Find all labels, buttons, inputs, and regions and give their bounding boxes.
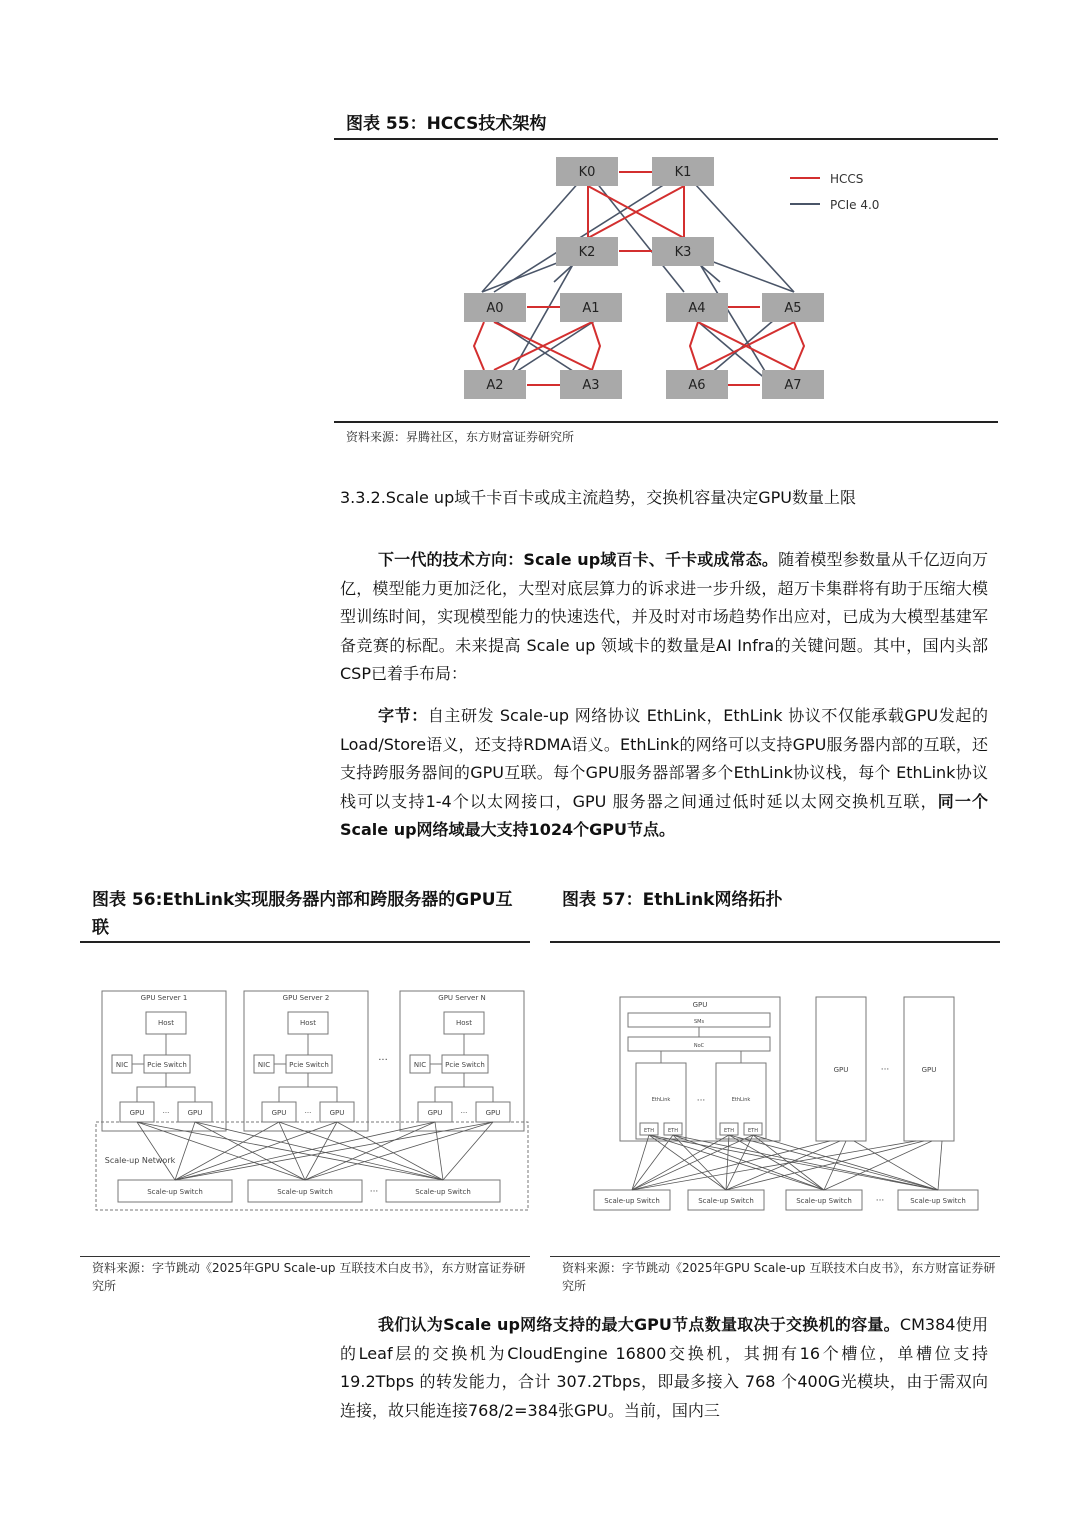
svg-text:···: ··· bbox=[875, 1196, 885, 1206]
svg-text:Pcie Switch: Pcie Switch bbox=[289, 1061, 329, 1069]
svg-text:Scale-up Switch: Scale-up Switch bbox=[415, 1188, 471, 1196]
paragraph-2 bbox=[340, 702, 988, 845]
svg-text:···: ··· bbox=[378, 1055, 388, 1066]
node-a0 bbox=[464, 293, 526, 322]
svg-text:NoC: NoC bbox=[693, 1043, 705, 1049]
server-1-label: GPU Server 1 bbox=[140, 994, 188, 1002]
svg-text:Host: Host bbox=[300, 1019, 316, 1027]
figure-56-source: 资料来源：字节跳动《2025年GPU Scale-up 互联技术白皮书》，东方财富证券研究所 bbox=[92, 1261, 526, 1293]
figure-56-top-rule bbox=[80, 941, 530, 943]
svg-text:K3: K3 bbox=[674, 245, 692, 260]
figure-56-caption: 图表 56:EthLink实现服务器内部和跨服务器的GPU互联 bbox=[92, 890, 513, 938]
svg-text:Scale-up Switch: Scale-up Switch bbox=[910, 1197, 966, 1205]
paragraph-1 bbox=[340, 546, 988, 689]
ethlink-network-topology-diagram bbox=[550, 975, 1000, 1225]
svg-text:EthLink: EthLink bbox=[651, 1097, 671, 1103]
node-k0 bbox=[556, 157, 618, 186]
svg-text:Scale-up Switch: Scale-up Switch bbox=[604, 1197, 660, 1205]
node-a3 bbox=[560, 370, 622, 399]
figure-55-bottom-rule bbox=[334, 421, 998, 423]
fig57-mesh-links bbox=[632, 1135, 942, 1190]
svg-text:GPU: GPU bbox=[129, 1109, 145, 1117]
figure-55-caption: 图表 55：HCCS技术架构 bbox=[346, 114, 547, 134]
legend bbox=[790, 172, 879, 212]
svg-text:K1: K1 bbox=[674, 165, 692, 180]
paragraph-3 bbox=[340, 1311, 988, 1425]
svg-text:GPU: GPU bbox=[692, 1001, 708, 1009]
figure-57-caption: 图表 57：EthLink网络拓扑 bbox=[562, 890, 783, 910]
figure-57-bottom-rule bbox=[550, 1256, 1000, 1257]
svg-text:Host: Host bbox=[456, 1019, 472, 1027]
figure-55-source: 资料来源：昇腾社区，东方财富证券研究所 bbox=[346, 430, 575, 444]
legend-pcie-label: PCIe 4.0 bbox=[830, 198, 880, 212]
svg-text:GPU: GPU bbox=[921, 1066, 937, 1074]
svg-text:A7: A7 bbox=[784, 378, 802, 393]
hccs-architecture-diagram bbox=[334, 142, 998, 420]
paragraph-3-body: CM384使用的Leaf层的交换机为CloudEngine 16800交换机，其拥有16个槽位，单槽位支持 19.2Tbps 的转发能力，合计 307.2Tbps，即最多接入 768 个400G光模块，由于需双向连接，故只能连接768/2=384张GPU。当前，国内三 bbox=[340, 1315, 988, 1420]
svg-text:SMs: SMs bbox=[693, 1019, 705, 1025]
svg-text:A5: A5 bbox=[784, 301, 802, 316]
svg-text:EthLink: EthLink bbox=[731, 1097, 751, 1103]
svg-text:A0: A0 bbox=[486, 301, 504, 316]
svg-text:ETH: ETH bbox=[724, 1128, 734, 1134]
svg-text:GPU: GPU bbox=[187, 1109, 203, 1117]
scale-up-network-label: Scale-up Network bbox=[104, 1156, 176, 1165]
legend-hccs-label: HCCS bbox=[830, 172, 864, 186]
node-a2 bbox=[464, 370, 526, 399]
section-heading: 3.3.2.Scale up域千卡百卡或成主流趋势，交换机容量决定GPU数量上限 bbox=[340, 488, 856, 507]
svg-text:Scale-up Switch: Scale-up Switch bbox=[147, 1188, 203, 1196]
ethlink-server-interconnect-diagram bbox=[80, 975, 530, 1215]
figure-56-bottom-rule bbox=[80, 1256, 530, 1257]
svg-text:···: ··· bbox=[369, 1187, 379, 1197]
node-a5 bbox=[762, 293, 824, 322]
svg-text:K2: K2 bbox=[578, 245, 596, 260]
svg-text:GPU: GPU bbox=[329, 1109, 345, 1117]
node-k1 bbox=[652, 157, 714, 186]
paragraph-2-body: 自主研发 Scale-up 网络协议 EthLink，EthLink 协议不仅能承载GPU发起的Load/Store语义，还支持RDMA语义。EthLink的网络可以支持GPU服务器内部的互联，还支持跨服务器间的GPU互联。每个GPU服务器部署多个EthLink协议栈，每个 EthLink协议栈可以支持1-4个以太网接口，GPU 服务器之间通过低时延以太网交换机互联， bbox=[340, 706, 988, 811]
paragraph-3-lead: 我们认为Scale up网络支持的最大GPU节点数量取决于交换机的容量。 bbox=[378, 1315, 900, 1334]
scale-up-network-box bbox=[96, 1122, 528, 1210]
svg-text:ETH: ETH bbox=[748, 1128, 758, 1134]
svg-text:A4: A4 bbox=[688, 301, 706, 316]
svg-text:A1: A1 bbox=[582, 301, 600, 316]
svg-text:···: ··· bbox=[880, 1065, 890, 1075]
paragraph-2-tail: 同一个Scale up网络域最大支持1024个GPU节点。 bbox=[340, 791, 988, 839]
node-a4 bbox=[666, 293, 728, 322]
svg-text:Pcie Switch: Pcie Switch bbox=[445, 1061, 485, 1069]
paragraph-1-body: 随着模型参数量从千亿迈向万亿，模型能力更加泛化，大型对底层算力的诉求进一步升级，超万卡集群将有助于压缩大模型训练时间，实现模型能力的快速迭代，并及时对市场趋势作出应对，已成为大模型基建军备竞赛的标配。未来提高 Scale up 领域卡的数量是AI Infra的关键问题。其中，国内头部CSP已着手布局： bbox=[340, 550, 988, 683]
svg-text:NIC: NIC bbox=[413, 1061, 427, 1069]
svg-text:NIC: NIC bbox=[115, 1061, 129, 1069]
svg-text:ETH: ETH bbox=[644, 1128, 654, 1134]
figure-57-top-rule bbox=[550, 941, 1000, 943]
svg-text:···: ··· bbox=[460, 1109, 468, 1117]
svg-text:···: ··· bbox=[304, 1109, 312, 1117]
svg-text:GPU: GPU bbox=[271, 1109, 287, 1117]
figure-57-source: 资料来源：字节跳动《2025年GPU Scale-up 互联技术白皮书》，东方财富证券研究所 bbox=[562, 1261, 996, 1293]
svg-text:···: ··· bbox=[162, 1109, 170, 1117]
server-n-label: GPU Server N bbox=[438, 994, 486, 1002]
svg-text:GPU: GPU bbox=[485, 1109, 501, 1117]
server-2-label: GPU Server 2 bbox=[282, 994, 330, 1002]
node-a1 bbox=[560, 293, 622, 322]
figure-55-top-rule bbox=[334, 138, 998, 140]
svg-text:Pcie Switch: Pcie Switch bbox=[147, 1061, 187, 1069]
svg-text:GPU: GPU bbox=[833, 1066, 849, 1074]
svg-text:A2: A2 bbox=[486, 378, 504, 393]
svg-text:K0: K0 bbox=[578, 165, 596, 180]
svg-text:Scale-up Switch: Scale-up Switch bbox=[698, 1197, 754, 1205]
svg-text:···: ··· bbox=[696, 1096, 706, 1106]
node-a6 bbox=[666, 370, 728, 399]
svg-text:Scale-up Switch: Scale-up Switch bbox=[796, 1197, 852, 1205]
svg-text:A3: A3 bbox=[582, 378, 600, 393]
svg-text:A6: A6 bbox=[688, 378, 706, 393]
paragraph-1-lead: 下一代的技术方向：Scale up域百卡、千卡或成常态。 bbox=[378, 550, 779, 569]
svg-text:GPU: GPU bbox=[427, 1109, 443, 1117]
svg-text:Scale-up Switch: Scale-up Switch bbox=[277, 1188, 333, 1196]
svg-text:ETH: ETH bbox=[668, 1128, 678, 1134]
node-k3 bbox=[652, 237, 714, 266]
paragraph-2-lead: 字节： bbox=[378, 706, 428, 725]
svg-text:NIC: NIC bbox=[257, 1061, 271, 1069]
svg-text:Host: Host bbox=[158, 1019, 174, 1027]
node-a7 bbox=[762, 370, 824, 399]
node-k2 bbox=[556, 237, 618, 266]
